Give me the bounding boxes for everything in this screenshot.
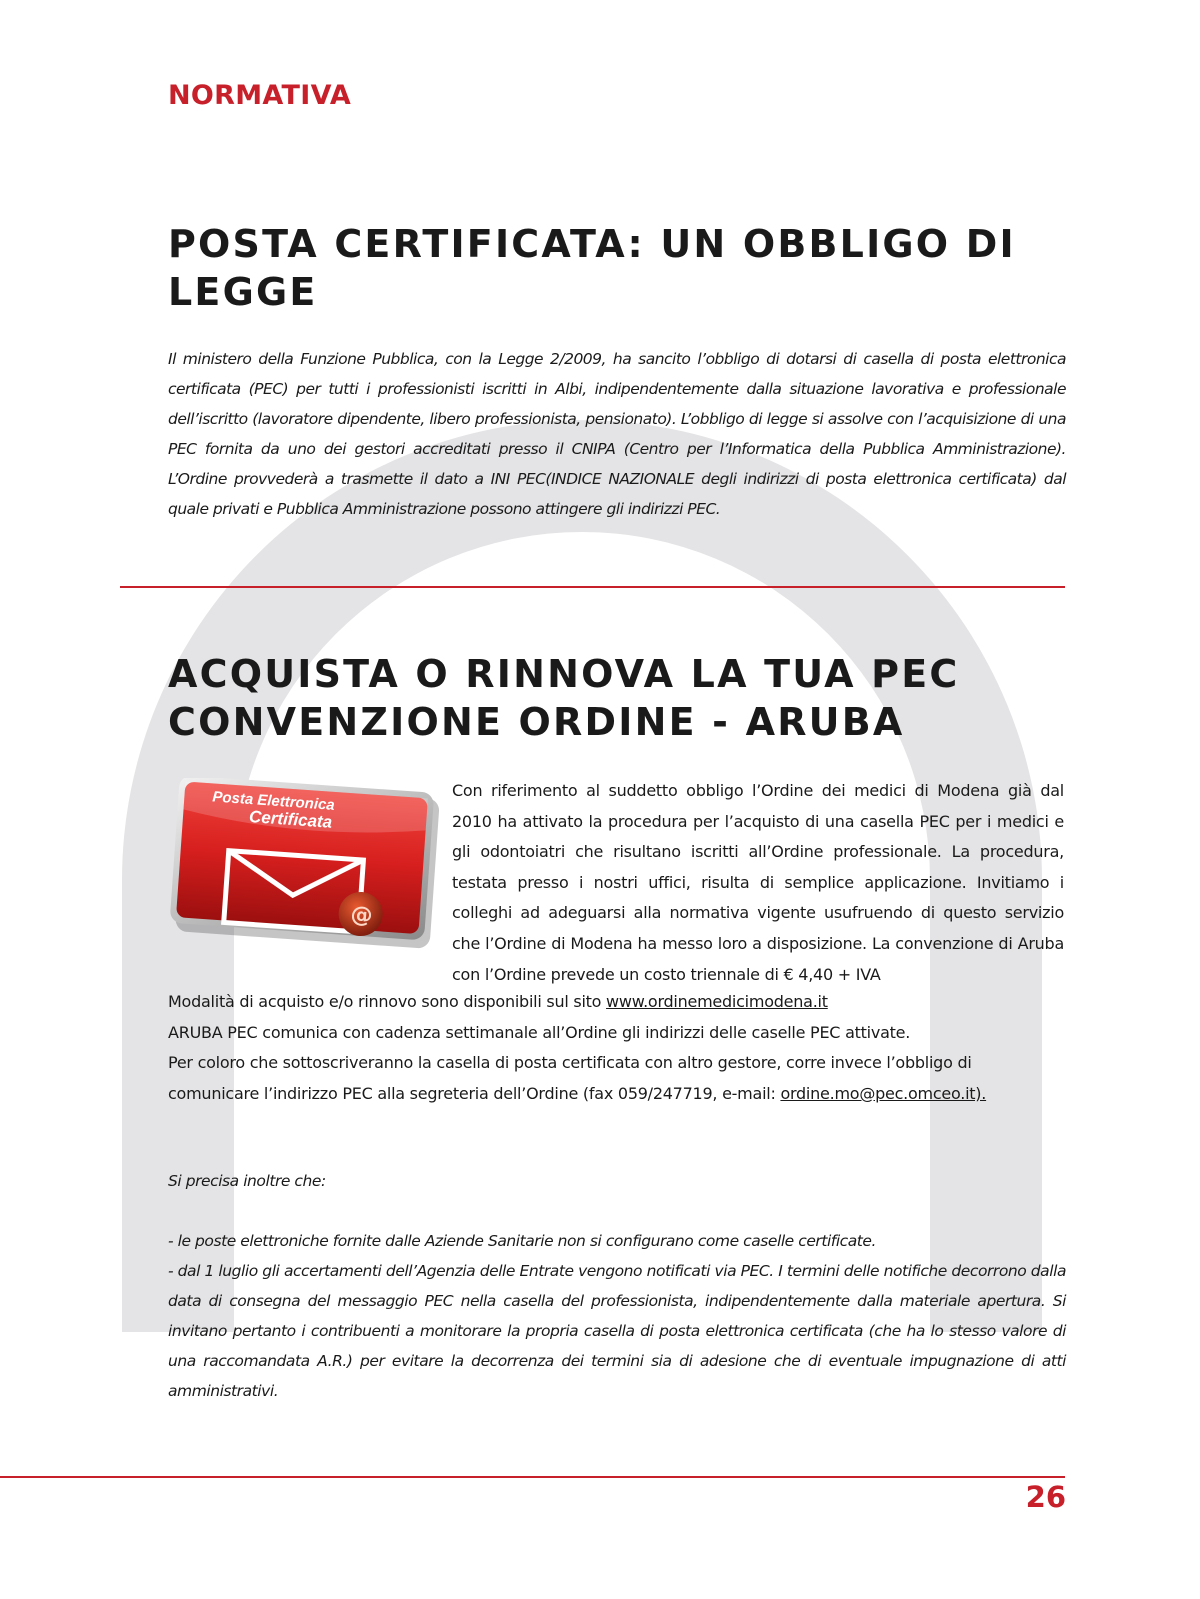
altro-gestore-line [168, 1048, 1066, 1109]
modalita-line [168, 987, 1066, 1018]
title-line: LEGGE [168, 270, 318, 314]
section-label: NORMATIVA [168, 80, 352, 111]
note-item: - dal 1 luglio gli accertamenti dell’Agenzia delle Entrate vengono notificati via PEC. I termini delle notifiche decorrono dalla data di consegna del messaggio PEC nella casella del professionista, indipendentemente dalla materiale apertura. Si invitano pertanto i contribuenti a monitorare la propria casella di posta elettronica certificata (che ha lo stesso valore di una raccomandata A.R.) per evitare la decorrenza dei termini sia di adesione che di eventuale impugnazione di atti amministrativi. [168, 1262, 1066, 1400]
convention-paragraph: Con riferimento al suddetto obbligo l’Ordine dei medici di Modena già dal 2010 ha attivato la procedura per l’acquisto di una casella PEC per i medici e gli odontoiatri che risultano iscritti all’Ordine professionale. La procedura, testata presso i nostri uffici, risulta di semplice applicazione. Invitiamo i colleghi ad adeguarsi alla normativa vigente usufruendo di questo servizio che l’Ordine di Modena ha messo loro a disposizione. La convenzione di Aruba con l’Ordine prevede un costo triennale di € 4,40 + IVA [452, 781, 1064, 984]
precisa-heading: Si precisa inoltre che: [168, 1172, 326, 1190]
badge-line2: Certificata [248, 807, 333, 832]
article-title-acquista-pec [168, 650, 1068, 746]
footer-divider [0, 1476, 1065, 1478]
title-line: POSTA CERTIFICATA: UN OBBLIGO DI [168, 222, 1016, 266]
note-item: - le poste elettroniche fornite dalle Aziende Sanitarie non si configurano come caselle certificate. [168, 1232, 876, 1250]
article-title-pec-obbligo [168, 220, 1068, 316]
notes-block [168, 1226, 1066, 1406]
aruba-line: ARUBA PEC comunica con cadenza settimanale all’Ordine gli indirizzi delle caselle PEC attivate. [168, 1022, 911, 1042]
section-divider [120, 586, 1065, 588]
modalita-text: Modalità di acquisto e/o rinnovo sono disponibili sul sito [168, 992, 607, 1011]
envelope-at-seal-icon [350, 902, 374, 928]
badge-line1: Posta Elettronica [211, 788, 336, 814]
pec-badge-image [168, 778, 443, 950]
page-number: 26 [1025, 1480, 1066, 1514]
svg-text:@: @ [349, 902, 374, 929]
intro-paragraph: Il ministero della Funzione Pubblica, con la Legge 2/2009, ha sancito l’obbligo di dotarsi di casella di posta elettronica certificata (PEC) per tutti i professionisti iscritti in Albi, indipendentemente dalla situazione lavorativa e professionale dell’iscritto (lavoratore dipendente, libero professionista, pensionato). L’obbligo di legge si assolve con l’acquisizione di una PEC fornita da uno dei gestori accreditati presso il CNIPA (Centro per l’Informatica della Pubblica Amministrazione). L’Ordine provvederà a trasmette il dato a INI PEC(INDICE NAZIONALE degli indirizzi di posta elettronica certificata) dal quale privati e Pubblica Amministrazione possono attingere gli indirizzi PEC. [168, 350, 1066, 518]
title-line: ACQUISTA O RINNOVA LA TUA PEC [168, 652, 960, 696]
altro-text: Per coloro che sottoscriveranno la casella di posta certificata con altro gestore, corre invece l’obbligo di comunicare l’indirizzo PEC alla segreteria dell’Ordine (fax 059/247719, e-mail: [168, 1053, 972, 1103]
info-block [168, 987, 1066, 1109]
email-link[interactable]: ordine.mo@pec.omceo.it). [780, 1083, 987, 1103]
website-link[interactable]: www.ordinemedicimodena.it [606, 992, 828, 1011]
title-line: CONVENZIONE ORDINE - ARUBA [168, 700, 905, 744]
